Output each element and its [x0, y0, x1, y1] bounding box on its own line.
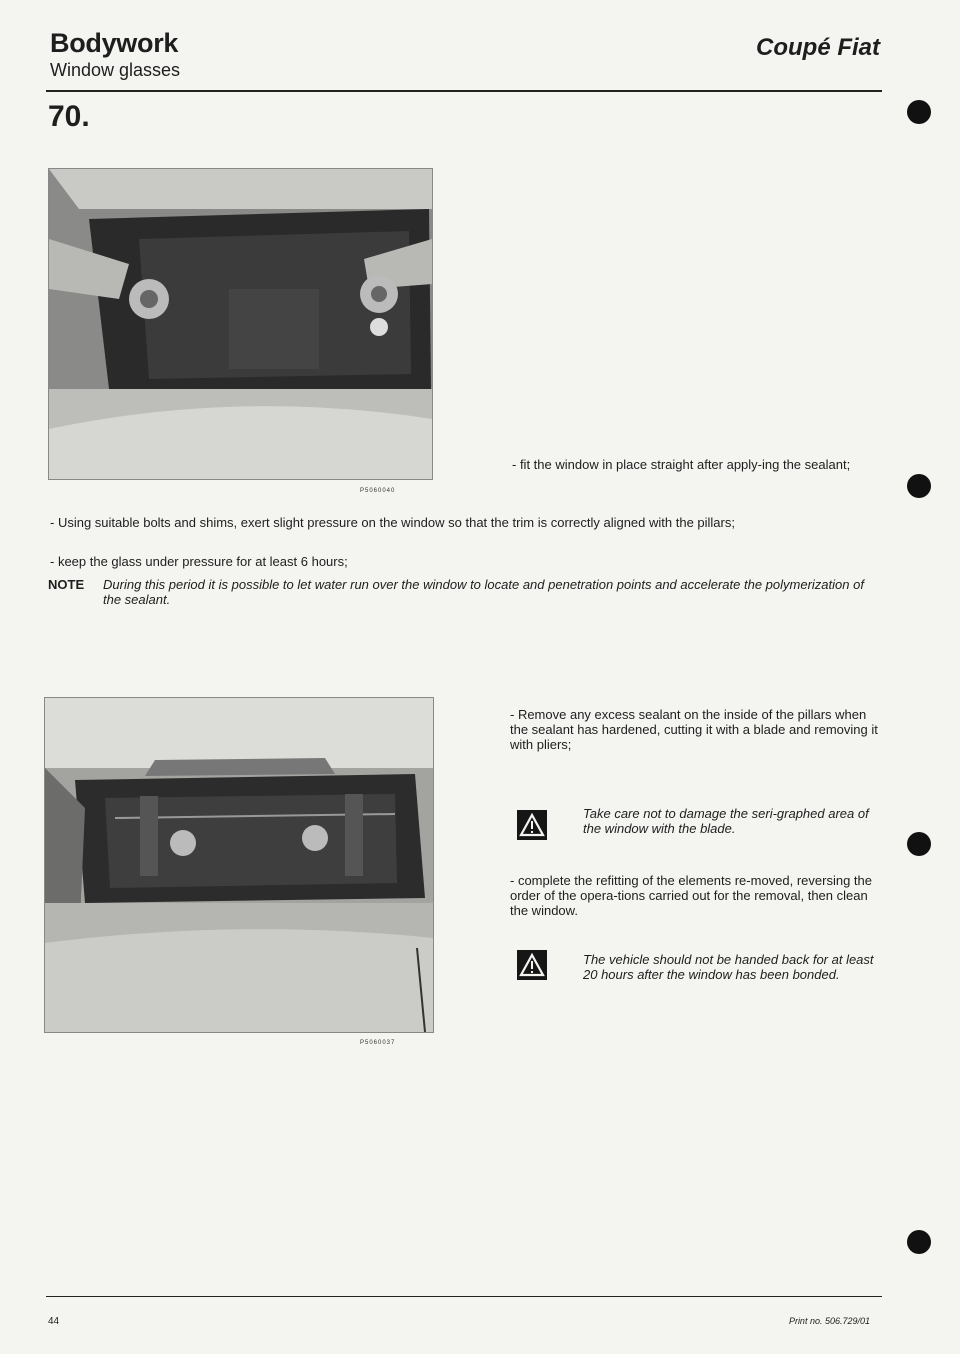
instruction-keep-pressure: - keep the glass under pressure for at least 6 hours; — [50, 554, 348, 569]
brand-title: Coupé Fiat — [756, 34, 880, 61]
instruction-using-bolts: - Using suitable bolts and shims, exert slight pressure on the window so that the trim is correctly aligned with the pillars; — [50, 515, 735, 530]
note-text: During this period it is possible to let water run over the window to locate and penetration points and accelerate the polymerization of the sealant. — [103, 577, 864, 607]
instruction-fit-window: - fit the window in place straight after apply-ing the sealant; — [512, 457, 851, 472]
page-number: 44 — [48, 1316, 60, 1327]
instruction-remove-sealant: - Remove any excess sealant on the inside of the pillars when the sealant has hardened, cutting it with a blade and removing it with pliers; — [510, 707, 878, 752]
header-rule — [46, 90, 882, 92]
figure-rear-window-suction-cups — [48, 168, 433, 480]
binder-hole-dot — [907, 832, 931, 856]
note-label: NOTE — [48, 577, 85, 592]
print-number: Print no. 506.729/01 — [788, 1316, 870, 1326]
binder-hole-dot — [907, 474, 931, 498]
figure-code: P5060037 — [360, 1040, 396, 1046]
binder-hole-dot — [907, 100, 931, 124]
warning-triangle-icon — [517, 810, 547, 840]
warning-triangle-icon — [517, 950, 547, 980]
section-title: Bodywork — [50, 28, 179, 58]
figure-rear-window-installed — [44, 697, 434, 1033]
instruction-complete-refitting: - complete the refitting of the elements re-moved, reversing the order of the opera-tions carried out for the removal, then clean the window. — [510, 873, 873, 918]
figure-code: P5060040 — [360, 488, 396, 494]
page-section-number: 70. — [48, 100, 90, 133]
footer-rule — [46, 1296, 882, 1297]
warning-text-blade: Take care not to damage the seri-graphed area of the window with the blade. — [583, 806, 869, 836]
warning-text-handover: The vehicle should not be handed back for at least 20 hours after the window has been bonded. — [583, 952, 874, 982]
subsection-title: Window glasses — [50, 60, 181, 80]
binder-hole-dot — [907, 1230, 931, 1254]
